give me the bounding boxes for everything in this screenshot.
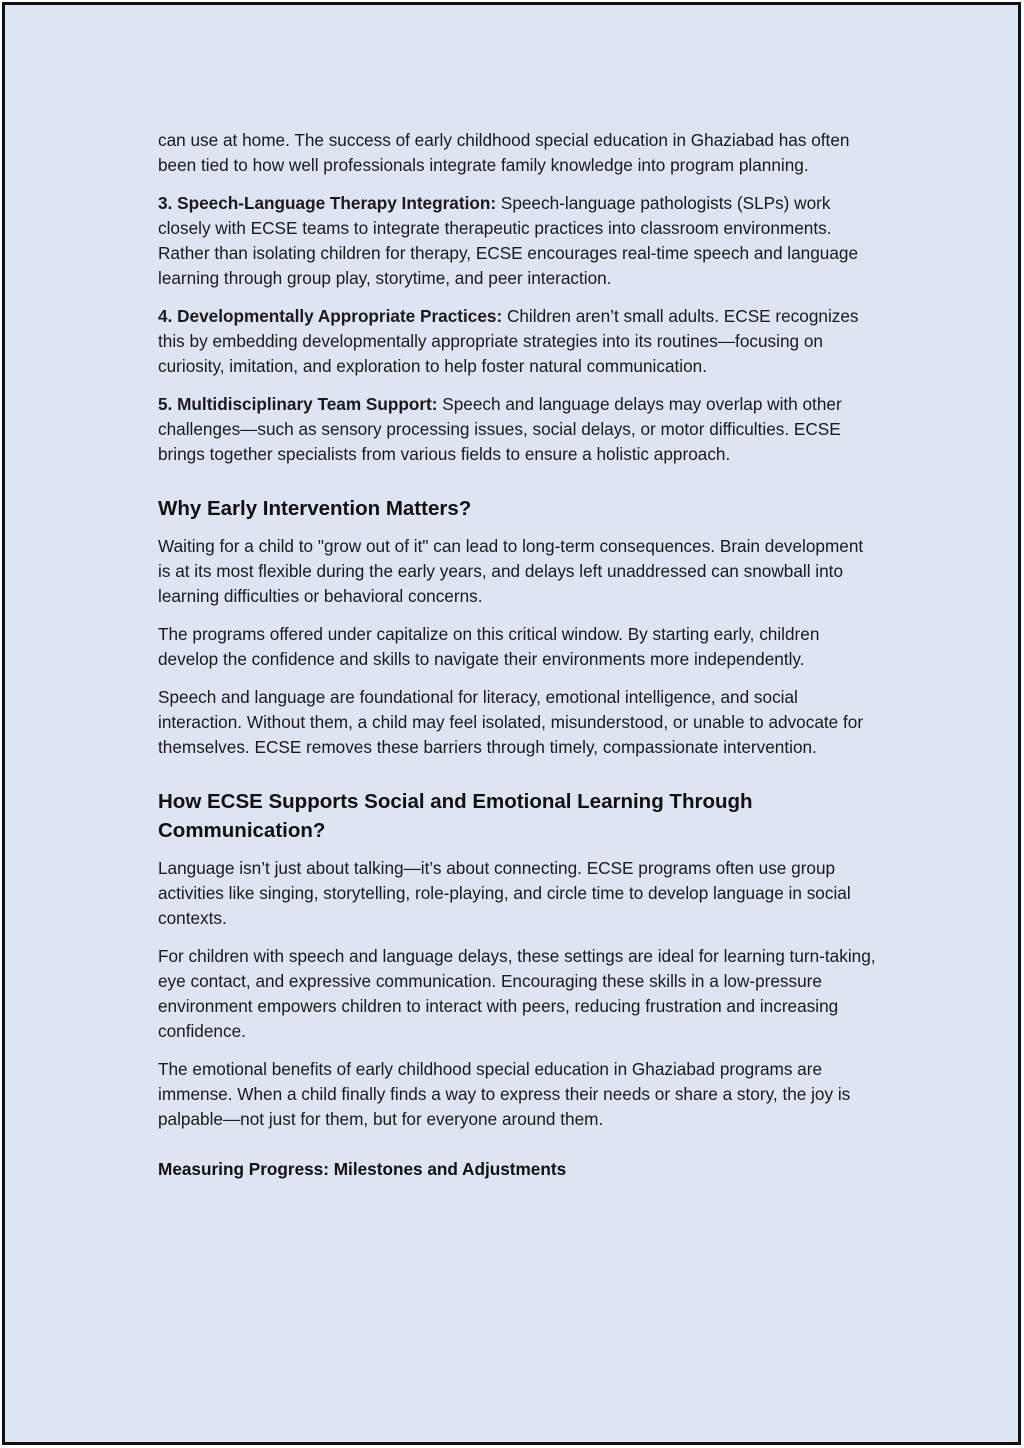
how-paragraph: The emotional benefits of early childhood special education in Ghaziabad programs are immense. When a child finally finds a way to express their needs or share a story, the joy is palpable—not just for them, but for everyone around them. [158, 1058, 851, 1129]
point-text: Children aren’t small adults. ECSE recognizes this by embedding developmentally appropriate strategies into its routines—focusing on curiosity, imitation, and exploration to help foster natural communication. [158, 306, 859, 376]
point-heading: 3. Speech-Language Therapy Integration: [158, 193, 497, 213]
how-paragraph: For children with speech and language delays, these settings are ideal for learning turn-taking, eye contact, and expressive communication. Encouraging these skills in a low-pressure environment empowers children to interact with peers, reducing frustration and increasing confidence. [158, 945, 876, 1041]
how-paragraph: Language isn’t just about talking—it’s about connecting. ECSE programs often use group activities like singing, storytelling, role-playing, and circle time to develop language in social contexts. [158, 857, 851, 928]
point-speech-language-therapy [158, 191, 878, 291]
intro-paragraph: can use at home. The success of early childhood special education in Ghaziabad has often been tied to how well professionals integrate family knowledge into program planning. [158, 130, 850, 175]
why-paragraph: Speech and language are foundational for literacy, emotional intelligence, and social interaction. Without them, a child may feel isolated, misunderstood, or unable to advocate for themselves. ECSE removes these barriers through timely, compassionate intervention. [158, 686, 864, 757]
point-heading: 5. Multidisciplinary Team Support: [158, 394, 438, 414]
point-text: Speech and language delays may overlap with other challenges—such as sensory processing issues, social delays, or motor difficulties. ECSE brings together specialists from various fields to ensure a holistic approach. [158, 394, 842, 464]
page-content [158, 128, 878, 1182]
section-heading-how-ecse-supports: How ECSE Supports Social and Emotional Learning Through Communication? [158, 789, 753, 842]
point-multidisciplinary-team [158, 392, 878, 467]
why-paragraph: Waiting for a child to "grow out of it" can lead to long-term consequences. Brain development is at its most flexible during the early years, and delays left unaddressed can snowball into learning difficulties or behavioral concerns. [158, 535, 864, 606]
point-developmentally-appropriate [158, 304, 878, 379]
document-page [2, 2, 1021, 1445]
why-paragraph: The programs offered under capitalize on this critical window. By starting early, children develop the confidence and skills to navigate their environments more independently. [158, 623, 820, 669]
section-heading-why-early-intervention: Why Early Intervention Matters? [158, 497, 472, 520]
point-text: Speech-language pathologists (SLPs) work closely with ECSE teams to integrate therapeutic practices into classroom environments. Rather than isolating children for therapy, ECSE encourages real-time speech and language learning through group play, storytime, and peer interaction. [158, 193, 859, 288]
point-heading: 4. Developmentally Appropriate Practices: [158, 306, 503, 326]
section-heading-measuring-progress: Measuring Progress: Milestones and Adjustments [158, 1158, 567, 1179]
